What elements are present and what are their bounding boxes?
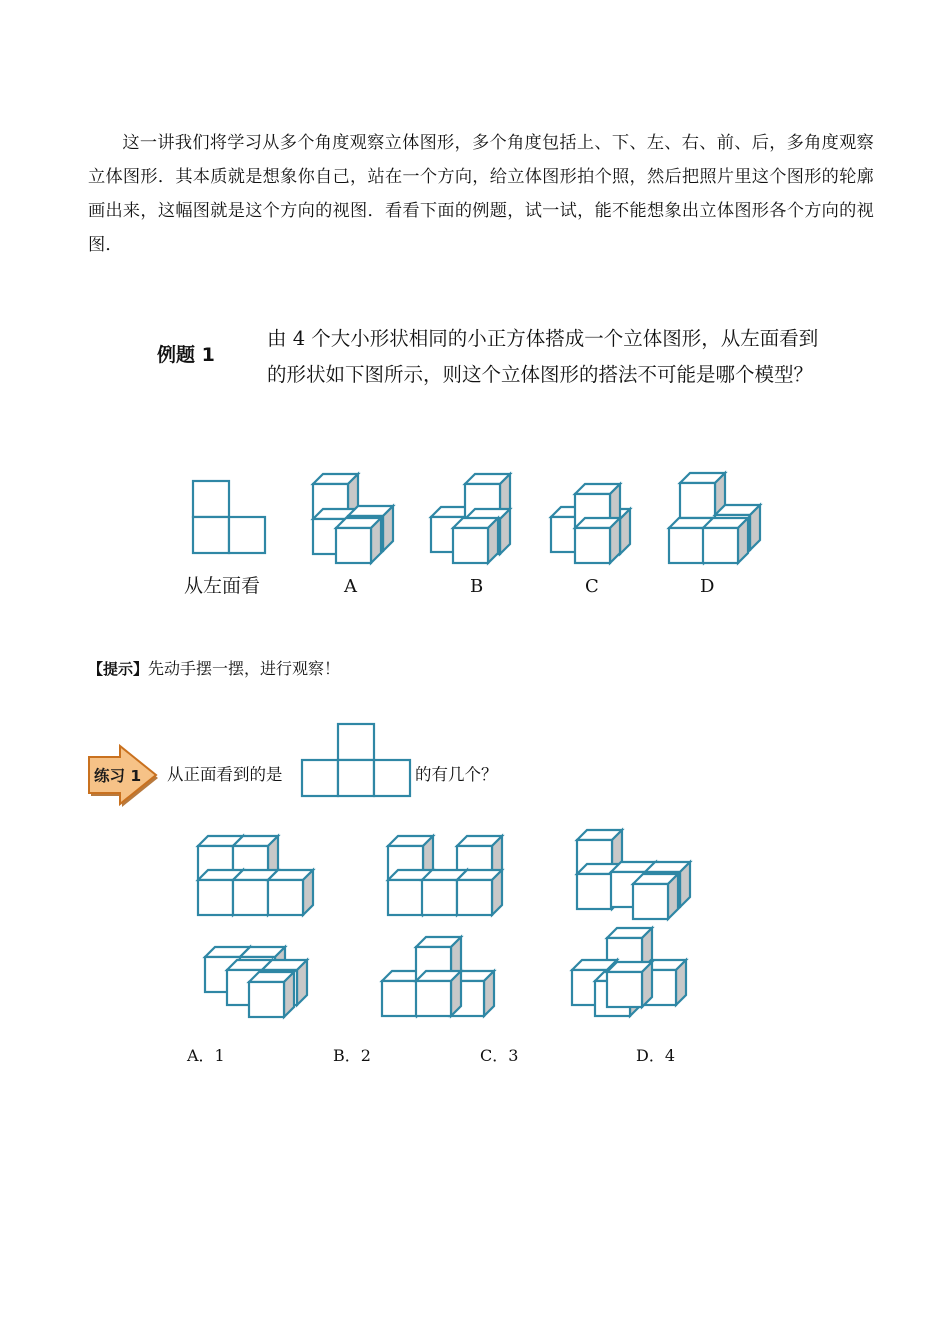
- cube: [633, 874, 678, 919]
- practice-question-after: 的有几个？: [415, 765, 498, 784]
- option-a: A．1: [187, 1046, 225, 1065]
- cube: [268, 870, 313, 915]
- hint-line: [88, 657, 340, 681]
- cube: [607, 962, 652, 1007]
- view-square: [338, 760, 374, 796]
- cube: [575, 518, 620, 563]
- intro-paragraph: 这一讲我们将学习从多个角度观察立体图形，多个角度包括上、下、左、右、前、后，多角度观察立体图形．其本质就是想象你自己，站在一个方向，给立体图形拍个照，然后把照片里这个图形的轮廓画出来，这幅图就是这个方向的视图．看看下面的例题，试一试，能不能想象出立体图形各个方向的视图．: [88, 133, 874, 255]
- cube: [249, 972, 294, 1017]
- cube: [457, 870, 502, 915]
- view-square: [374, 760, 410, 796]
- view-square: [229, 517, 265, 553]
- hint-text: 先动手摆一摆，进行观察！: [148, 659, 341, 678]
- model-b: [431, 474, 510, 563]
- option-d: D．4: [636, 1046, 676, 1065]
- choice-d-label: D: [700, 576, 715, 597]
- model-c: [551, 484, 630, 563]
- choice-b-label: B: [470, 576, 484, 597]
- model-d: [669, 473, 760, 563]
- cube: [703, 518, 748, 563]
- left-view-caption: 从左面看: [184, 575, 261, 597]
- practice-model-4: [205, 947, 307, 1017]
- practice-model-1: [198, 836, 313, 915]
- view-square: [193, 481, 229, 517]
- view-square: [338, 724, 374, 760]
- practice-model-5: [382, 937, 494, 1016]
- hint-title: 【提示】: [88, 660, 149, 678]
- cube: [336, 518, 381, 563]
- practice-badge-label: 练习 1: [94, 767, 142, 785]
- cube: [416, 971, 461, 1016]
- option-c: C．3: [480, 1046, 519, 1065]
- left-view-figure: [193, 481, 265, 553]
- practice-front-view: [302, 724, 410, 796]
- practice-model-2: [388, 836, 502, 915]
- choice-a-label: A: [344, 576, 357, 597]
- practice-model-6: [572, 928, 686, 1016]
- view-square: [302, 760, 338, 796]
- view-square: [193, 517, 229, 553]
- cube: [453, 518, 498, 563]
- practice-question-before: 从正面看到的是: [167, 765, 283, 784]
- model-a: [313, 474, 393, 563]
- example-label: 例题 1: [157, 344, 215, 366]
- practice-model-3: [577, 830, 690, 919]
- example-question: 由 4 个大小形状相同的小正方体搭成一个立体图形，从左面看到的形状如下图所示，则这个立体图形的搭法不可能是哪个模型？: [267, 327, 819, 386]
- option-b: B．2: [333, 1046, 371, 1065]
- choice-c-label: C: [585, 576, 599, 597]
